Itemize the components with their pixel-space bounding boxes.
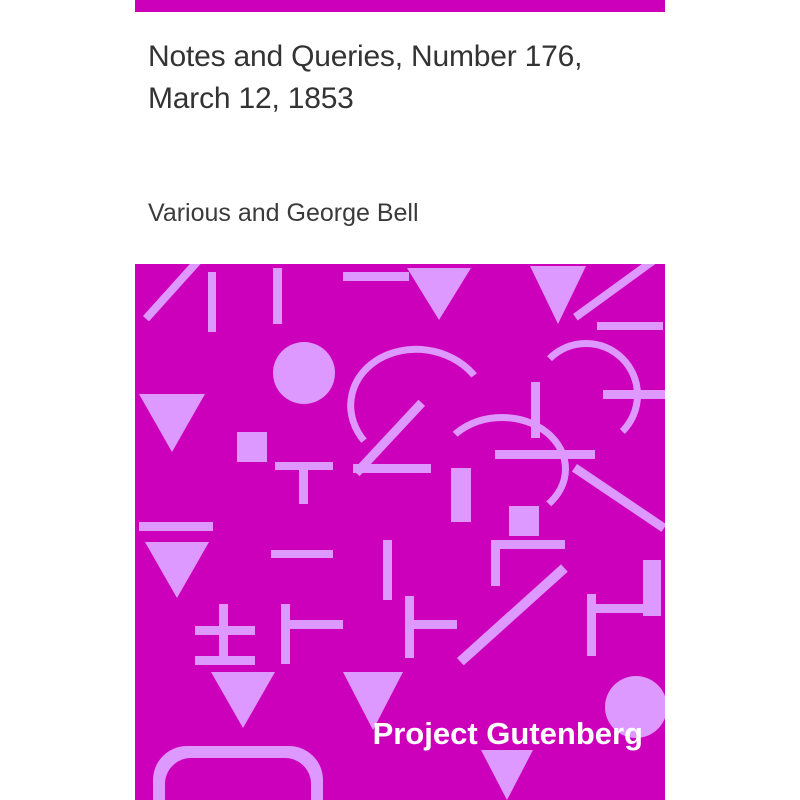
decorative-triangle-5 — [211, 672, 275, 728]
decorative-bar-19 — [195, 626, 255, 635]
decorative-bar-11 — [451, 468, 471, 522]
decorative-bar-20 — [195, 656, 255, 665]
decorative-bar-3 — [343, 272, 409, 281]
decorative-bar-21 — [281, 604, 290, 664]
decorative-triangle-7 — [481, 750, 533, 800]
decorative-bar-17 — [643, 560, 661, 616]
decorative-bar-12 — [139, 522, 213, 531]
decorative-diagonal-5 — [457, 564, 568, 665]
publisher-label: Project Gutenberg — [372, 716, 643, 751]
decorative-bar-4 — [597, 322, 663, 330]
decorative-bar-13 — [271, 550, 333, 558]
book-title: Notes and Queries, Number 176, March 12, 1853 — [148, 40, 583, 115]
cover-artwork — [135, 264, 665, 800]
decorative-square-2 — [509, 506, 539, 536]
decorative-bar-16 — [491, 540, 565, 549]
decorative-bar-24 — [405, 620, 457, 629]
decorative-bar-22 — [281, 620, 343, 629]
decorative-diagonal-4 — [572, 464, 665, 532]
decorative-bar-8 — [495, 450, 595, 459]
decorative-bar-7 — [353, 464, 431, 473]
decorative-triangle-1 — [407, 268, 471, 320]
decorative-diagonal-1 — [143, 264, 211, 321]
decorative-square-1 — [237, 432, 267, 462]
decorative-rounded-bottom-inner — [165, 758, 311, 800]
book-author: Various and George Bell — [148, 199, 419, 227]
decorative-triangle-4 — [145, 542, 209, 598]
decorative-bar-2 — [273, 268, 282, 324]
decorative-bar-14 — [383, 540, 392, 600]
decorative-bar-6 — [603, 390, 665, 399]
decorative-circle-1 — [273, 342, 335, 404]
decorative-bar-1 — [208, 272, 216, 332]
decorative-bar-26 — [587, 604, 643, 613]
decorative-bar-10 — [299, 462, 308, 504]
decorative-triangle-3 — [139, 394, 205, 452]
top-color-band — [135, 0, 665, 12]
